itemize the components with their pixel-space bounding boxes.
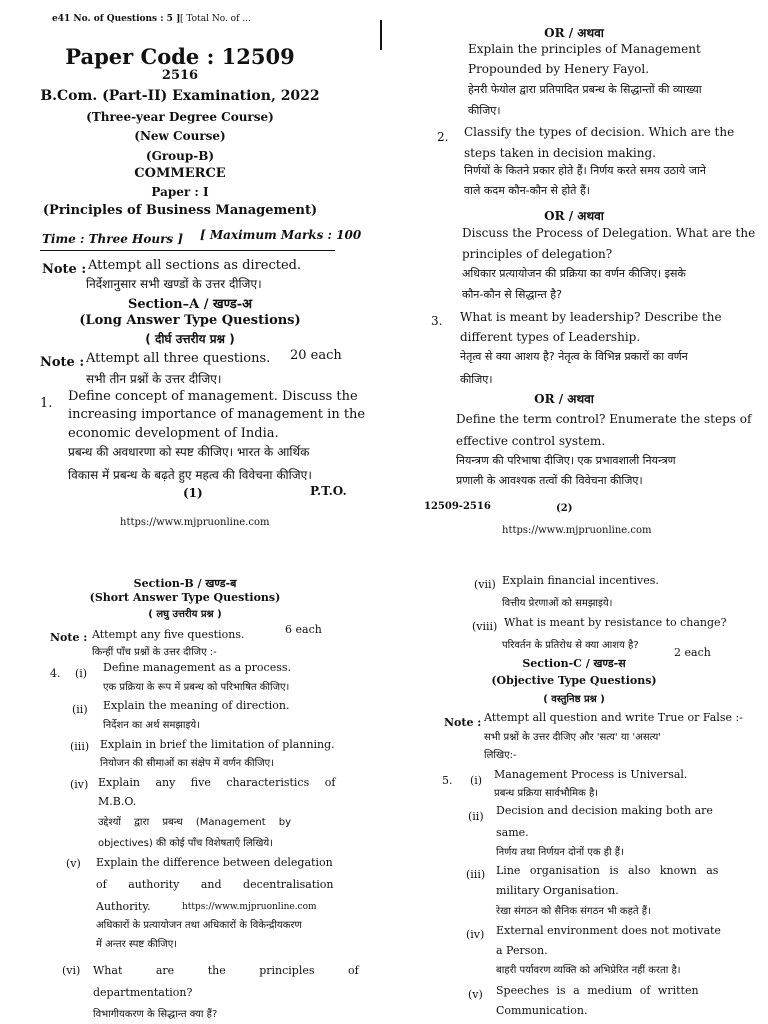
question-text: departmentation? [93, 986, 193, 999]
question-text: Authority. [96, 900, 151, 913]
subquestion-number: (ii) [468, 810, 484, 823]
marks-each: 6 each [285, 623, 322, 636]
or-divider: OR / अथवा [544, 26, 604, 40]
subquestion-number: (v) [468, 988, 483, 1001]
question-text-hindi: प्रणाली के आवश्यक तत्वों की विवेचना कीजिए। [456, 474, 643, 487]
course-type: (Three-year Degree Course) [86, 110, 274, 124]
subquestion-number: (ii) [72, 703, 88, 716]
section-b-type: (Short Answer Type Questions) [89, 591, 281, 604]
top-cut-text-2: [ Total No. of ... [180, 14, 251, 24]
question-text-hindi: objectives) की कोई पाँच विशेषताएँ लिखिये। [98, 838, 274, 849]
subquestion-number: (v) [66, 857, 81, 870]
question-text-hindi: एक प्रक्रिया के रूप में प्रबन्ध को परिभाषित कीजिए। [103, 682, 290, 693]
question-text-hindi: कीजिए। [468, 104, 501, 117]
subquestion-number: (iv) [70, 778, 89, 791]
question-text-hindi: विकास में प्रबन्ध के बढ़ते हुए महत्व की विवेचना कीजिए। [68, 468, 312, 482]
note-text-hindi: सभी तीन प्रश्नों के उत्तर दीजिए। [86, 372, 222, 386]
max-marks: [ Maximum Marks : 100 [200, 228, 362, 242]
question-text: Explain financial incentives. [502, 574, 659, 587]
question-text-hindi: अधिकार प्रत्यायोजन की प्रक्रिया का वर्णन कीजिए। इसके [462, 267, 686, 280]
question-text: military Organisation. [496, 884, 619, 897]
exam-code: 2516 [161, 68, 199, 83]
or-divider: OR / अथवा [534, 392, 594, 406]
page-1 [0, 0, 380, 545]
question-text: Explain any five characteristics of [98, 776, 336, 789]
question-text-hindi: रेखा संगठन को सैनिक संगठन भी कहते हैं। [496, 906, 651, 917]
question-text: Speeches is a medium of written [496, 984, 699, 997]
question-text-hindi: वाले कदम कौन-कौन से होते हैं। [464, 184, 590, 197]
question-text: What is meant by resistance to change? [504, 616, 727, 629]
section-c-type-hindi: ( वस्तुनिष्ठ प्रश्न ) [543, 694, 605, 705]
group: (Group-B) [145, 149, 215, 163]
source-url: https://www.mjpruonline.com [502, 525, 652, 536]
question-text-hindi: अधिकारों के प्रत्यायोजन तथा अधिकारों के विकेन्द्रीयकरण [96, 920, 302, 931]
question-text-hindi: कौन-कौन से सिद्धान्त है? [462, 288, 562, 301]
question-text: steps taken in decision making. [464, 146, 656, 160]
subquestion-number: (viii) [472, 620, 498, 633]
subquestion-number: (vii) [474, 578, 496, 591]
question-text-hindi: निर्णय तथा निर्णयन दोनों एक ही हैं। [496, 847, 624, 858]
subquestion-number: (i) [75, 667, 88, 680]
subquestion-number: (iv) [466, 928, 485, 941]
question-text: principles of delegation? [462, 247, 613, 261]
subquestion-number: (i) [470, 774, 483, 787]
section-a-type: (Long Answer Type Questions) [79, 313, 301, 328]
note-text-hindi: लिखिए:- [484, 750, 517, 761]
source-url: https://www.mjpruonline.com [120, 517, 270, 528]
question-text: a Person. [496, 944, 548, 957]
question-text: What are the principles of [93, 964, 359, 977]
page-number: (2) [556, 503, 573, 514]
question-text: Management Process is Universal. [494, 768, 688, 781]
section-a-type-hindi: ( दीर्घ उत्तरीय प्रश्न ) [145, 332, 235, 346]
subquestion-number: (iii) [70, 740, 90, 753]
question-number: 2. [437, 130, 449, 144]
section-c-heading: Section-C / खण्ड-स [522, 657, 626, 670]
note-text-hindi: सभी प्रश्नों के उत्तर दीजिए और 'सत्य' या 'असत्य' [484, 732, 662, 743]
question-text: M.B.O. [98, 795, 137, 808]
or-divider: OR / अथवा [544, 209, 604, 223]
page-2 [384, 0, 768, 545]
question-text: Discuss the Process of Delegation. What are the [462, 226, 756, 240]
rule [40, 250, 335, 251]
pto: P.T.O. [310, 484, 347, 498]
section-b-type-hindi: ( लघु उत्तरीय प्रश्न ) [148, 609, 222, 620]
note-text: Attempt all sections as directed. [88, 258, 302, 273]
source-url: https://www.mjpruonline.com [182, 902, 317, 912]
question-text-hindi: नियोजन की सीमाओं का संक्षेप में वर्णन कीजिए। [100, 758, 274, 769]
page-number: (1) [183, 486, 203, 500]
question-text: Define management as a process. [103, 661, 292, 674]
question-text: Explain the difference between delegation [96, 856, 333, 869]
section-b-heading: Section-B / खण्ड-ब [133, 577, 237, 590]
marks-each: 20 each [290, 348, 342, 363]
paper-number: Paper : I [151, 185, 209, 199]
subject: COMMERCE [134, 166, 226, 181]
question-text-hindi: कीजिए। [460, 373, 493, 386]
exam-title: B.Com. (Part-II) Examination, 2022 [40, 88, 320, 104]
question-text: Explain the principles of Management [468, 42, 701, 56]
question-text: Classify the types of decision. Which are the [464, 125, 735, 139]
question-number: 1. [40, 396, 53, 411]
page-4 [384, 548, 768, 1024]
question-text: External environment does not motivate [496, 924, 721, 937]
note-text-hindi: किन्हीं पाँच प्रश्नों के उत्तर दीजिए :- [92, 647, 217, 658]
question-text: Define the term control? Enumerate the steps of [456, 412, 752, 426]
new-course: (New Course) [134, 129, 226, 143]
question-text-hindi: हेनरी फेयोल द्वारा प्रतिपादित प्रबन्ध के सिद्धान्तों की व्याख्या [468, 83, 702, 96]
question-text-hindi: उद्देश्यों द्वारा प्रबन्ध (Management by [98, 817, 292, 828]
question-text: of authority and decentralisation [96, 878, 334, 891]
question-number: 3. [431, 314, 443, 328]
note-text: Attempt any five questions. [92, 628, 245, 641]
page-3 [0, 548, 384, 1024]
question-text: Decision and decision making both are [496, 804, 713, 817]
question-number: 4. [50, 667, 61, 680]
time-allowed: Time : Three Hours ] [42, 232, 184, 246]
question-text: Communication. [496, 1004, 588, 1017]
note-text: Attempt all three questions. [86, 351, 271, 366]
question-text-hindi: नेतृत्व से क्या आशय है? नेतृत्व के विभिन्न प्रकारों का वर्णन [460, 350, 688, 363]
subquestion-number: (vi) [62, 964, 81, 977]
question-text: increasing importance of management in the [68, 407, 366, 422]
subquestion-number: (iii) [466, 868, 486, 881]
question-text-hindi: निर्देशन का अर्थ समझाइये। [103, 720, 201, 731]
note-text-hindi: निर्देशानुसार सभी खण्डों के उत्तर दीजिए। [86, 277, 262, 291]
question-text-hindi: विभागीयकरण के सिद्धान्त क्या हैं? [93, 1009, 218, 1020]
question-text: Propounded by Henery Fayol. [468, 62, 650, 76]
footer-code: 12509-2516 [424, 501, 491, 512]
question-text: same. [496, 826, 529, 839]
scan-mark [380, 20, 382, 50]
section-a-heading: Section–A / खण्ड-अ [127, 297, 253, 312]
note-label: Note : [50, 631, 88, 644]
question-text-hindi: वित्तीय प्रेरणाओं को समझाइये। [502, 598, 613, 609]
question-text-hindi: परिवर्तन के प्रतिरोध से क्या आशय है? [502, 640, 639, 651]
note-label: Note : [444, 716, 482, 729]
question-text-hindi: बाहरी पर्यावरण व्यक्ति को अभिप्रेरित नहीं करता है। [496, 965, 681, 976]
note-label: Note : [40, 355, 85, 370]
question-text: different types of Leadership. [460, 330, 641, 344]
question-text-hindi: नियन्त्रण की परिभाषा दीजिए। एक प्रभावशाली नियन्त्रण [456, 454, 676, 467]
note-label: Note : [42, 262, 87, 277]
question-text-hindi: प्रबन्ध की अवधारणा को स्पष्ट कीजिए। भारत के आर्थिक [68, 445, 310, 459]
question-text: What is meant by leadership? Describe the [460, 310, 722, 324]
question-text: Explain the meaning of direction. [103, 699, 290, 712]
question-text-hindi: में अन्तर स्पष्ट कीजिए। [96, 939, 178, 950]
question-text-hindi: प्रबन्ध प्रक्रिया सार्वभौमिक है। [494, 788, 599, 799]
question-text-hindi: निर्णयों के कितने प्रकार होते हैं। निर्णय करते समय उठाये जाने [464, 164, 706, 177]
question-text: economic development of India. [68, 426, 279, 441]
marks-each: 2 each [674, 646, 711, 659]
question-text: Define concept of management. Discuss the [68, 389, 358, 404]
top-cut-text: e41 No. of Questions : 5 ] [52, 14, 181, 24]
question-text: Line organisation is also known as [496, 864, 719, 877]
note-text: Attempt all question and write True or False :- [484, 711, 743, 724]
paper-code: Paper Code : 12509 [65, 44, 295, 69]
section-c-type: (Objective Type Questions) [491, 674, 657, 687]
question-text: effective control system. [456, 434, 606, 448]
paper-title: (Principles of Business Management) [42, 203, 318, 218]
question-number: 5. [442, 774, 453, 787]
question-text: Explain in brief the limitation of planning. [100, 738, 335, 751]
